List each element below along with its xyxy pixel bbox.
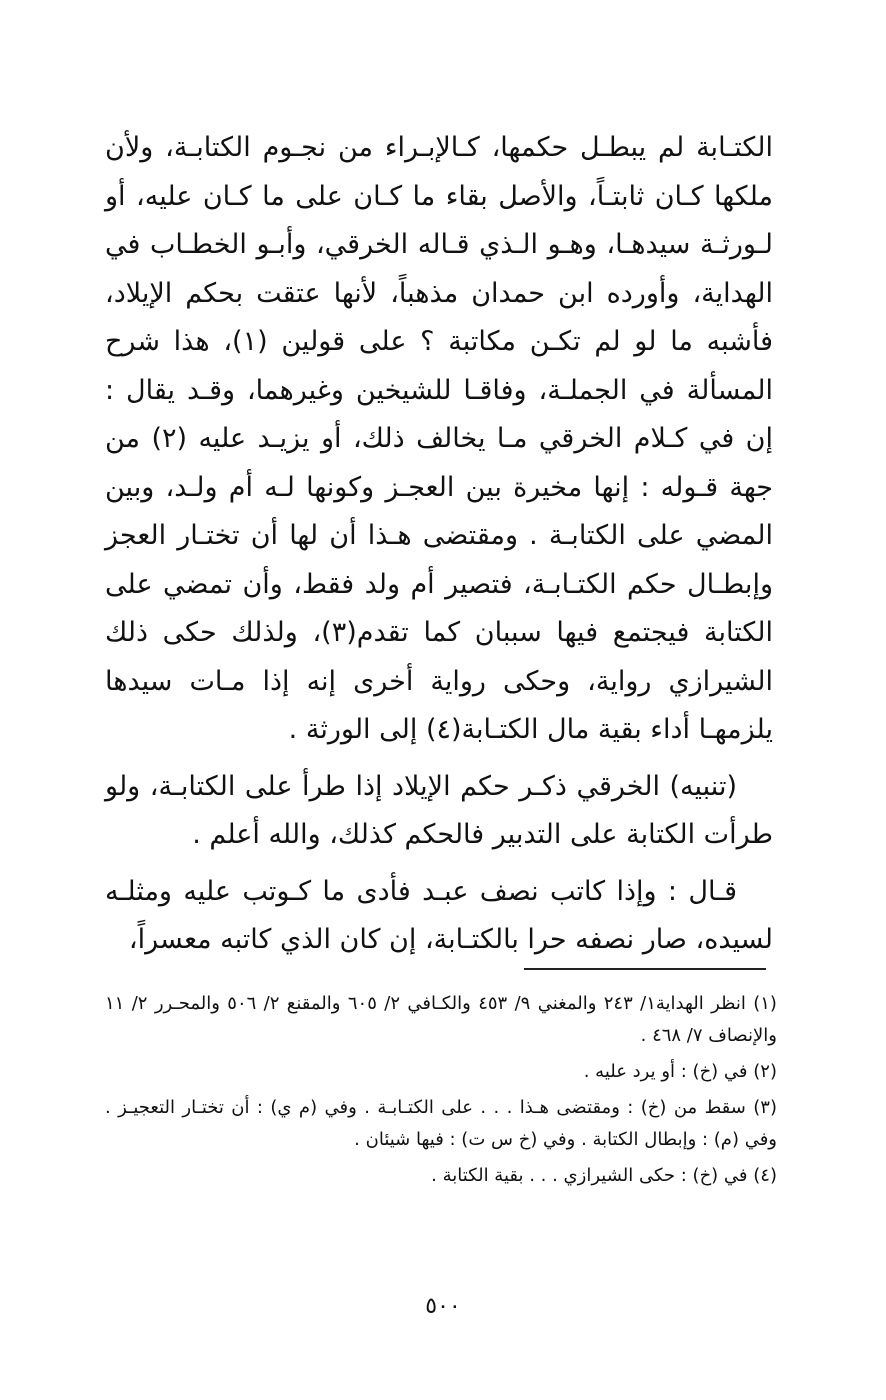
main-paragraph-2: (تنبيه) الخرقي ذكـر حكم الإيلاد إذا طرأ على الكتابـة، ولو طرأت الكتابة على التدبير فالحكم كذلك، والله أعلم . (105, 770, 773, 850)
main-paragraph-1: الكتـابة لم يبطـل حكمها، كـالإبـراء من نجـوم الكتابـة، ولأن ملكها كـان ثابتـاً، والأصل بقاء ما كـان على ما كـان عليه، أو لـورثـة سيدهـا، وهـو الـذي قـاله الخرقي، وأبـو الخطـاب في الهداية، وأورده ابن حمدان مذهباً، لأنها عتقت بحكم الإيلاد، فأشبه ما لو لم تكـن مكاتبة ؟ على قولين (١)، هذا شرح المسألة في الجملـة، وفاقـا للشيخين وغيرهما، وقـد يقال : إن في كـلام الخرقي مـا يخالف ذلك، أو يزيـد عليه (٢) من جهة قـوله : إنها مخيرة بين العجـز وكونها لـه أم ولـد، وبين المضي على الكتابـة . ومقتضى هـذا أن لها أن تختـار العجز وإبطـال حكم الكتـابـة، فتصير أم ولد فقط، وأن تمضي على الكتابة فيجتمع فيها سببان كما تقدم(٣)، ولذلك حكى ذلك الشيرازي رواية، وحكى رواية أخرى إنه إذا مـات سيدها يلزمهـا أداء بقية مال الكتـابة(٤) إلى الورثة . (105, 132, 774, 745)
page-number: ٥٠٠ (425, 1294, 461, 1319)
footnotes (105, 988, 777, 1196)
main-paragraph-3: قـال : وإذا كاتب نصف عبـد فأدى ما كـوتب عليه ومثلـه لسيده، صار نصفه حرا بالكتـابة، إن كان الذي كاتبه معسراً، (105, 875, 773, 955)
footnote-3: (٣) سقط من (خ) : ومقتضى هـذا . . . على الكتـابـة . وفي (م ي) : أن تختـار التعجيـز . وفي (م) : وإبطال الكتابة . وفي (خ س ت) : فيها شيئان . (105, 1097, 777, 1150)
footnote-4: (٤) في (خ) : حكى الشيرازي . . . بقية الكتابة . (431, 1165, 777, 1186)
footnote-1: (١) انظر الهداية١/ ٢٤٣ والمغني ٩/ ٤٥٣ والكـافي ٢/ ٦٠٥ والمقنع ٢/ ٥٠٦ والمحـرر ٢/ ١١ والإنصاف ٧/ ٤٦٨ . (105, 993, 777, 1046)
main-text (105, 124, 773, 965)
footnote-separator (524, 968, 766, 970)
footnote-2: (٢) في (خ) : أو يرد عليه . (583, 1061, 777, 1082)
